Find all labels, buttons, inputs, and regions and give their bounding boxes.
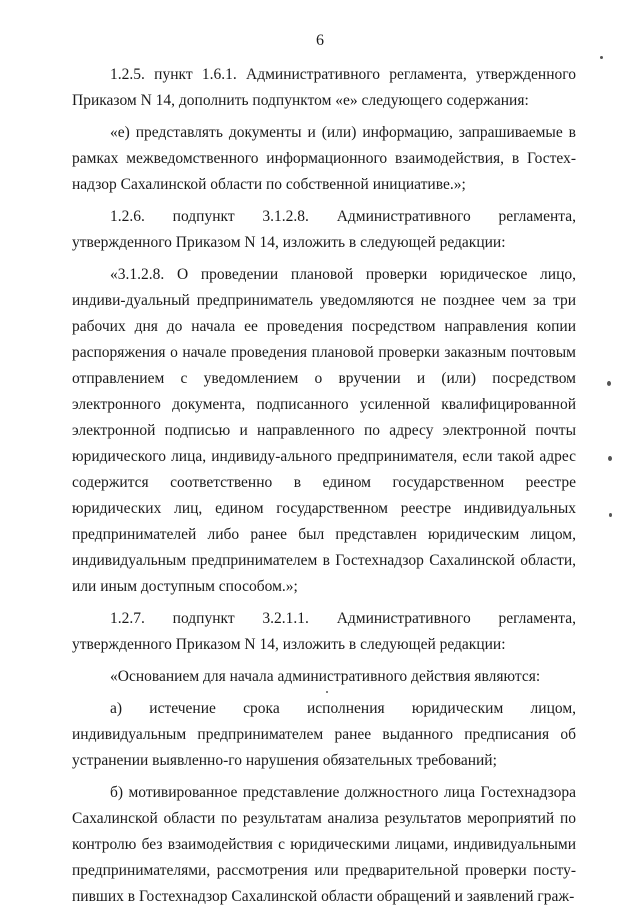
paragraph-item-b: б) мотивированное представление должностного лица Гостехнадзора Сахалинской области по результатам анализа результатов мероприятий по контролю без взаимодействия с юридическими лицами, индивидуальными предпринимателями, рассмотрения или предварительной проверки посту-пивших в Гостехнадзор Сахалинской области обращений и заявлений граж-: [72, 784, 576, 905]
scan-speck: [607, 381, 611, 386]
paragraph-1-2-5: 1.2.5. пункт 1.6.1. Административного регламента, утвержденного Приказом N 14, дополнить подпунктом «е» следующего содержания:: [72, 66, 576, 109]
paragraph-1-2-7: 1.2.7. подпункт 3.2.1.1. Административного регламента, утвержденного Приказом N 14, изложить в следующей редакции:: [72, 610, 576, 653]
paragraph-item-a: а) истечение срока исполнения юридическим лицом, индивидуальным предпринимателем ранее выданного предписания об устранении выявленно-го нарушения обязательных требований;: [72, 700, 576, 769]
scan-speck: [608, 456, 612, 461]
paragraph-grounds: «Основанием для начала административного действия являются:: [110, 668, 541, 685]
scan-speck: [609, 513, 612, 517]
paragraph-3-1-2-8: «3.1.2.8. О проведении плановой проверки юридическое лицо, индиви-дуальный предприниматель уведомляются не позднее чем за три рабочих дня до начала ее проведения посредством направления копии распоряжения о начале проведения плановой проверки заказным почтовым отправлением с уведомлением о вручении и (или) посредством электронного документа, подписанного усиленной квалифицированной электронной подписью и направленного по адресу электронной почты юридического лица, индивиду-ального предпринимателя, если такой адрес содержится соответственно в едином государственном реестре юридических лиц, едином государственном реестре индивидуальных предпринимателей либо ранее был представлен юридическим лицом, индивидуальным предпринимателем в Гостехнадзор Сахалинской области, или иным доступным способом.»;: [72, 266, 576, 595]
document-body: [72, 62, 576, 910]
paragraph-subitem-e: «е) представлять документы и (или) информацию, запрашиваемые в рамках межведомственного информационного взаимодействия, в Гостех-надзор Сахалинской области по собственной инициативе.»;: [72, 124, 576, 193]
page-number: 6: [316, 32, 324, 49]
paragraph-1-2-6: 1.2.6. подпункт 3.1.2.8. Административного регламента, утвержденного Приказом N 14, изложить в следующей редакции:: [72, 208, 576, 251]
scan-speck: [600, 56, 603, 59]
scan-speck: [326, 691, 328, 693]
